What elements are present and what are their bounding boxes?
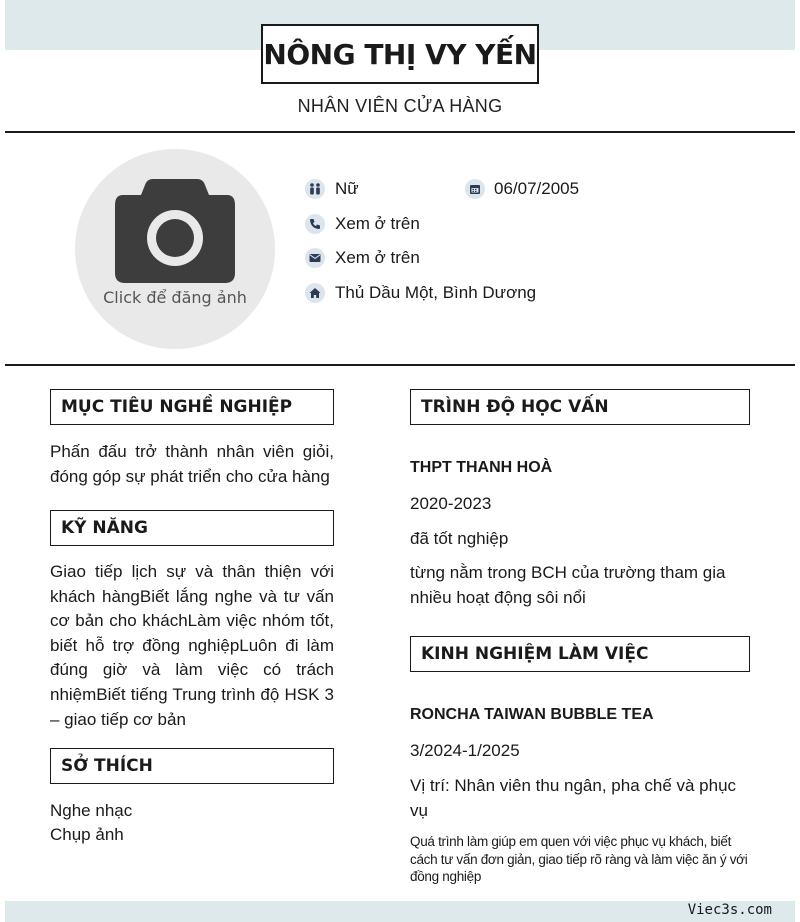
camera-icon: [115, 179, 235, 283]
candidate-name[interactable]: NÔNG THỊ VY YẾN: [261, 24, 539, 84]
calendar-icon: [465, 179, 485, 199]
experience-description[interactable]: Quá trình làm giúp em quen với việc phục vụ khách, biết cách tư vấn đơn giản, giao tiếp rõ ràng và làm việc ăn ý với đồng nghiệp: [410, 834, 748, 884]
experience-company[interactable]: RONCHA TAIWAN BUBBLE TEA: [410, 706, 654, 723]
watermark: Viec3s.com: [687, 902, 772, 918]
hobby-item[interactable]: Nghe nhạc: [50, 801, 133, 820]
avatar-label: Click để đăng ảnh: [103, 288, 247, 307]
birthday-value: 06/07/2005: [494, 179, 580, 198]
divider-top: [5, 131, 795, 133]
education-school[interactable]: THPT THANH HOÀ: [410, 459, 553, 476]
gender-icon: [305, 179, 325, 199]
email-icon: [305, 248, 325, 268]
phone-value: Xem ở trên: [335, 214, 420, 233]
avatar-upload[interactable]: [75, 149, 275, 349]
experience-period[interactable]: 3/2024-1/2025: [410, 741, 520, 760]
address-value: Thủ Dầu Một, Bình Dương: [335, 283, 537, 302]
home-icon: [305, 283, 325, 303]
skills-text[interactable]: Giao tiếp lịch sự và thân thiện với khách hàngBiết lắng nghe và tư vấn cơ bản cho kháchLàm việc nhóm tốt, biết hỗ trợ đồng nghiệpLuôn đi làm đúng giờ và làm việc có trách nhiệmBiết tiếng Trung trình độ HSK 3 – giao tiếp cơ bản: [50, 562, 334, 729]
education-status[interactable]: đã tốt nghiệp: [410, 529, 509, 548]
address-row[interactable]: [305, 283, 536, 303]
gender-row[interactable]: [305, 179, 359, 199]
job-title[interactable]: NHÂN VIÊN CỬA HÀNG: [297, 96, 503, 116]
experience-position[interactable]: Vị trí: Nhân viên thu ngân, pha chế và phục vụ: [410, 776, 737, 820]
phone-row[interactable]: [305, 214, 420, 234]
skills-heading[interactable]: KỸ NĂNG: [50, 510, 334, 546]
education-note[interactable]: từng nằm trong BCH của trường tham gia nhiều hoạt động sôi nổi: [410, 563, 726, 607]
education-heading[interactable]: TRÌNH ĐỘ HỌC VẤN: [410, 389, 750, 425]
objective-heading[interactable]: MỤC TIÊU NGHỀ NGHIỆP: [50, 389, 334, 425]
footer-band: [5, 901, 795, 922]
hobbies-heading[interactable]: SỞ THÍCH: [50, 748, 334, 784]
objective-text[interactable]: Phấn đấu trở thành nhân viên giỏi, đóng góp sự phát triển cho cửa hàng: [50, 442, 334, 486]
birthday-row[interactable]: [465, 179, 579, 199]
hobby-item[interactable]: Chụp ảnh: [50, 825, 124, 844]
experience-heading[interactable]: KINH NGHIỆM LÀM VIỆC: [410, 636, 750, 672]
divider-middle: [5, 364, 795, 366]
phone-icon: [305, 214, 325, 234]
gender-value: Nữ: [335, 179, 359, 198]
education-period[interactable]: 2020-2023: [410, 494, 492, 513]
email-row[interactable]: [305, 248, 420, 268]
email-value: Xem ở trên: [335, 248, 420, 267]
